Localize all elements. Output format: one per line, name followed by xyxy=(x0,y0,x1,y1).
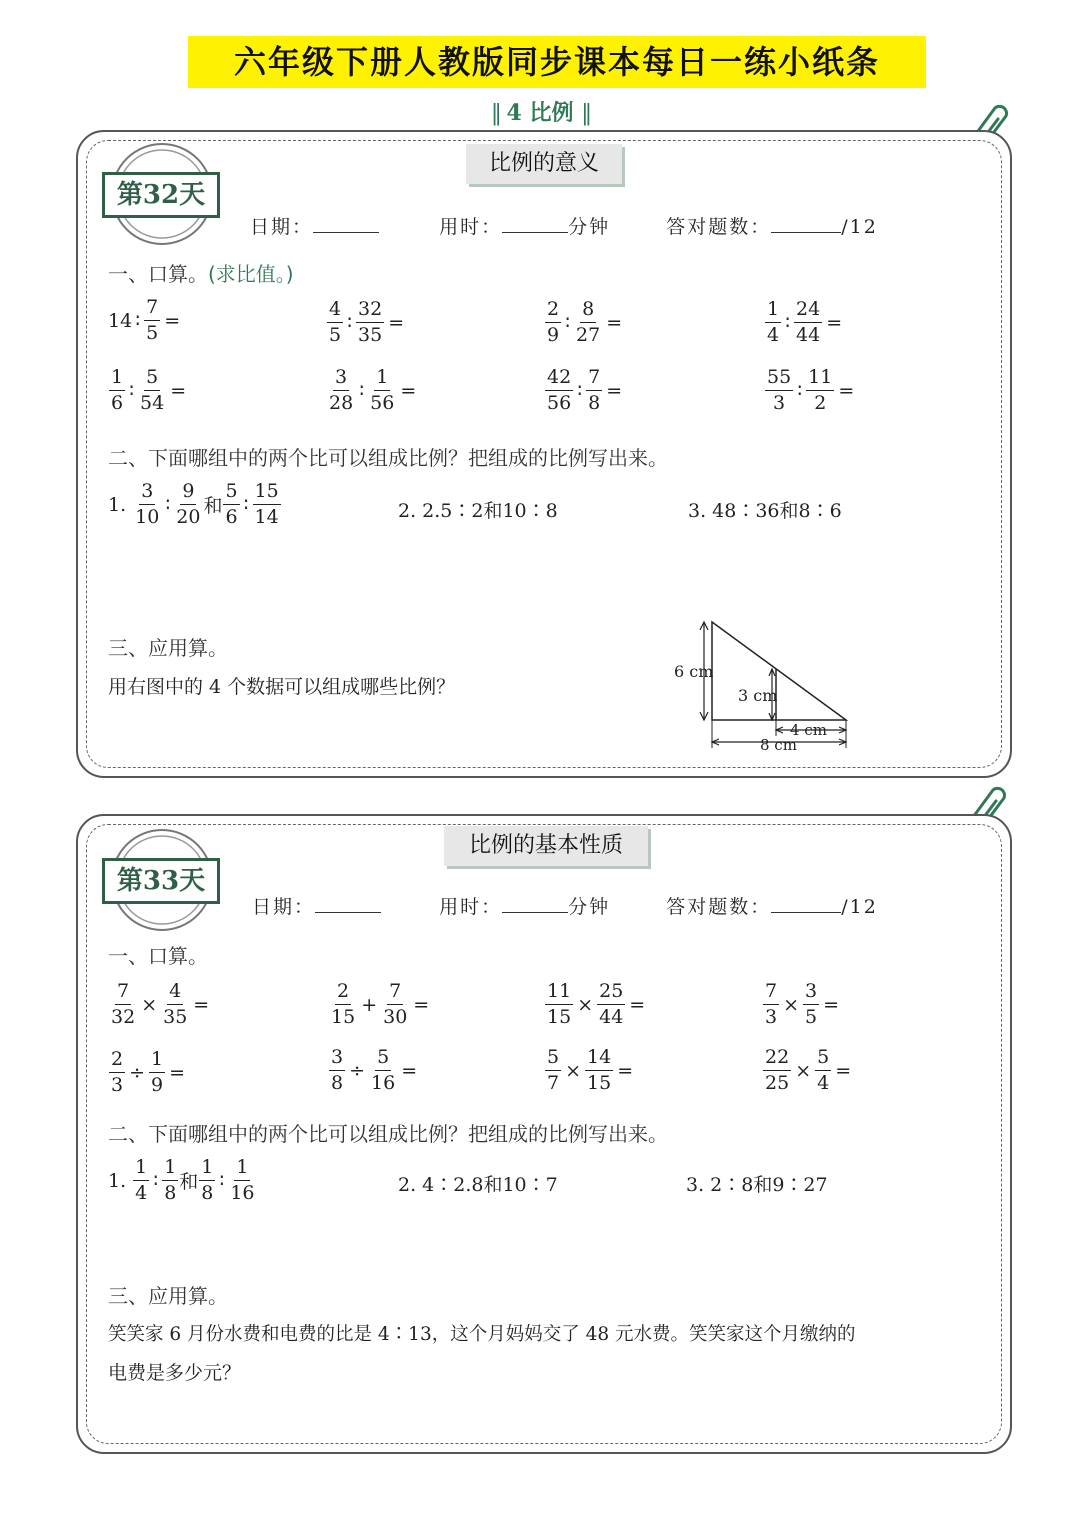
problem-7: $\frac{42}{56}$ ∶ $\frac{7}{8}$ = xyxy=(547,366,623,414)
worksheet-card-day-33 xyxy=(76,814,1012,1454)
ratio-pair-2: 2. 4∶2.8和10∶7 xyxy=(398,1174,558,1196)
score-label: 答对题数： xyxy=(666,216,772,238)
ratio-pair-1: 1. $\frac{1}{4}$ ∶ $\frac{1}{8}$ 和 $\frac{1}{8}$ ∶ $\frac{1}{16}$ xyxy=(108,1156,255,1204)
application-question: 用右图中的 4 个数据可以组成哪些比例？ xyxy=(108,676,456,698)
time-blank[interactable] xyxy=(502,212,568,233)
ratio-pair-3: 3. 2∶8和9∶27 xyxy=(686,1174,828,1196)
chapter-bar-right: ‖ xyxy=(581,101,590,126)
section-3-title: 三、应用算。 xyxy=(108,1284,228,1308)
chapter-title: 比例 xyxy=(529,100,574,126)
date-label: 日期： xyxy=(250,216,314,238)
score-total: /12 xyxy=(841,216,878,238)
problem-5: $\frac{2}{3}$ ÷ $\frac{1}{9}$ = xyxy=(111,1048,186,1096)
date-label: 日期： xyxy=(252,896,316,918)
problem-1: 14 ∶ $\frac{7}{5}$ = xyxy=(108,296,181,344)
problem-3: $\frac{11}{15}$ × $\frac{25}{44}$ = xyxy=(547,980,646,1028)
problem-4: $\frac{7}{3}$ × $\frac{3}{5}$ = xyxy=(765,980,840,1028)
score-blank[interactable] xyxy=(771,212,841,233)
score-total: /12 xyxy=(841,896,878,918)
ratio-pair-2: 2. 2.5∶2和10∶8 xyxy=(398,500,558,522)
time-blank[interactable] xyxy=(502,892,568,913)
problem-7: $\frac{5}{7}$ × $\frac{14}{15}$ = xyxy=(547,1046,634,1094)
label-6cm: 6 cm xyxy=(674,662,714,681)
minute-label: 分钟 xyxy=(568,216,611,238)
section-1-title: 一、口算。 xyxy=(108,944,208,968)
label-4cm: 4 cm xyxy=(790,721,827,739)
section-2-title: 二、下面哪组中的两个比可以组成比例？把组成的比例写出来。 xyxy=(108,1122,668,1146)
section-2-title: 二、下面哪组中的两个比可以组成比例？把组成的比例写出来。 xyxy=(108,446,668,470)
fraction: $\frac{7}{5}$ xyxy=(146,296,159,344)
label-3cm: 3 cm xyxy=(738,686,778,705)
triangle-figure xyxy=(668,614,858,754)
application-question-line-2: 电费是多少元？ xyxy=(108,1362,242,1384)
meta-row xyxy=(252,892,972,919)
problem-2: $\frac{2}{15}$ + $\frac{7}{30}$ = xyxy=(331,980,430,1028)
problem-5: $\frac{1}{6}$ ∶ $\frac{5}{54}$ = xyxy=(111,366,187,414)
date-blank[interactable] xyxy=(315,892,381,913)
day-seal-label: 第33天 xyxy=(102,858,220,904)
time-label: 用时： xyxy=(439,216,503,238)
problem-6: $\frac{3}{28}$ ∶ $\frac{1}{56}$ = xyxy=(329,366,417,414)
chapter-heading xyxy=(480,96,600,130)
ratio-pair-3: 3. 48∶36和8∶6 xyxy=(688,500,842,522)
ratio-pair-1: 1. $\frac{3}{10}$ ∶ $\frac{9}{20}$ 和 $\frac{5}{6}$ ∶ $\frac{15}{14}$ xyxy=(108,480,279,528)
problem-6: $\frac{3}{8}$ ÷ $\frac{5}{16}$ = xyxy=(331,1046,418,1094)
section-1-title: 一、口算。(求比值。) xyxy=(108,262,294,286)
worksheet-card-day-32 xyxy=(76,130,1012,778)
time-label: 用时： xyxy=(439,896,503,918)
topic-tab: 比例的意义 xyxy=(466,144,622,184)
application-question-line-1: 笑笑家 6 月份水费和电费的比是 4∶13，这个月妈妈交了 48 元水费。笑笑家这个月缴纳的 xyxy=(108,1324,856,1345)
label-8cm: 8 cm xyxy=(760,736,797,754)
problem-8: $\frac{55}{3}$ ∶ $\frac{11}{2}$ = xyxy=(767,366,855,414)
section-3-title: 三、应用算。 xyxy=(108,636,228,660)
problem-1: $\frac{7}{32}$ × $\frac{4}{35}$ = xyxy=(111,980,210,1028)
chapter-number: 4 xyxy=(506,100,522,126)
topic-tab: 比例的基本性质 xyxy=(444,826,648,866)
meta-row xyxy=(250,212,970,239)
problem-8: $\frac{22}{25}$ × $\frac{5}{4}$ = xyxy=(765,1046,852,1094)
day-seal-label: 第32天 xyxy=(102,172,220,218)
page-banner-title: 六年级下册人教版同步课本每日一练小纸条 xyxy=(188,36,926,88)
problem-2: $\frac{4}{5}$ ∶ $\frac{32}{35}$ = xyxy=(329,298,405,346)
minute-label: 分钟 xyxy=(568,896,611,918)
score-blank[interactable] xyxy=(771,892,841,913)
chapter-bar-left: ‖ xyxy=(490,101,499,126)
date-blank[interactable] xyxy=(313,212,379,233)
problem-4: $\frac{1}{4}$ ∶ $\frac{24}{44}$ = xyxy=(767,298,843,346)
problem-3: $\frac{2}{9}$ ∶ $\frac{8}{27}$ = xyxy=(547,298,623,346)
score-label: 答对题数： xyxy=(666,896,772,918)
